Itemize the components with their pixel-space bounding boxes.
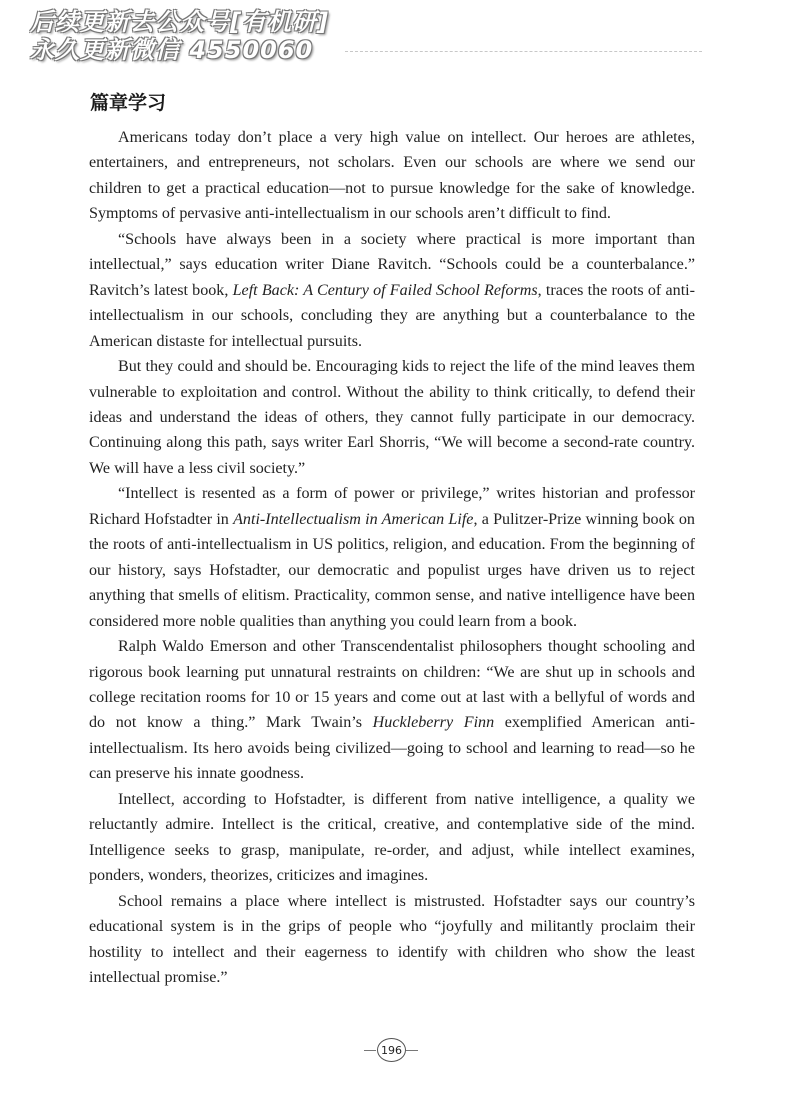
page-number-rule-right <box>406 1050 418 1051</box>
article-body <box>89 125 695 990</box>
paragraph <box>89 481 695 634</box>
book-title: Huckleberry Finn <box>372 714 495 732</box>
paragraph <box>89 634 695 787</box>
text-run: , a Pulitzer-Prize winning book on the roots of anti-intellectualism in US politics, religion, and education. From the beginning of our history, says Hofstadter, our democratic and populist urges have driven us to reject anything that smells of elitism. Practicality, common sense, and native intelligence have been considered more noble qualities than anything you could learn from a book. <box>89 510 695 630</box>
page-number-rule-left <box>364 1050 376 1051</box>
book-title: Anti-Intellectualism in American Life <box>233 510 474 528</box>
paragraph <box>89 227 695 354</box>
book-title: Left Back: A Century of Failed School Reforms <box>232 281 538 299</box>
text-run: “Intellect is resented as a form of power or privilege,” writes historian and professor Richard Hofstadter in <box>89 485 695 528</box>
header-rule <box>345 51 702 52</box>
text-run: Intellect, according to Hofstadter, is different from native intelligence, a quality we reluctantly admire. Intellect is the critical, creative, and contemplative side of the mind. Intelligence seeks to grasp, manipulate, re-order, and adjust, while intellect examines, ponders, wonders, theorizes, criticizes and imagines. <box>89 790 695 885</box>
paragraph <box>89 787 695 889</box>
page-number: 196 <box>377 1038 406 1062</box>
watermark <box>30 8 329 64</box>
paragraph <box>89 889 695 991</box>
paragraph <box>89 125 695 227</box>
text-run: School remains a place where intellect is mistrusted. Hofstadter says our country’s educational system is in the grips of people who “joyfully and militantly proclaim their hostility to intellect and their eagerness to identify with children who show the least intellectual promise.” <box>89 892 695 986</box>
watermark-line-2: 永久更新微信 4550060 <box>30 36 314 64</box>
paragraph <box>89 354 695 481</box>
text-run: , traces the roots of anti-intellectualism in our schools, concluding they are anything but a counterbalance to the American distaste for intellectual pursuits. <box>89 281 695 350</box>
section-title: 篇章学习 <box>90 92 167 114</box>
watermark-line-1: 后续更新去公众号[有机研] <box>30 8 329 36</box>
text-run: But they could and should be. Encouraging kids to reject the life of the mind leaves them vulnerable to exploitation and control. Without the ability to think critically, to defend their ideas and understand the ideas of others, they cannot fully participate in our democracy. Continuing along this path, says writer Earl Shorris, “We will become a second-rate country. We will have a less civil society.” <box>89 358 695 477</box>
text-run: “Schools have always been in a society where practical is more important than intellectual,” says education writer Diane Ravitch. “Schools could be a counterbalance.” Ravitch’s latest book, <box>89 230 695 299</box>
text-run: Americans today don’t place a very high value on intellect. Our heroes are athletes, entertainers, and entrepreneurs, not scholars. Even our schools are where we send our children to get a practical education—not to pursue knowledge for the sake of knowledge. Symptoms of pervasive anti-intellectualism in our schools aren’t difficult to find. <box>89 129 695 223</box>
text-run: exemplified American anti-intellectualism. Its hero avoids being civilized—going to school and learning to read—so he can preserve his innate goodness. <box>89 714 695 783</box>
text-run: Ralph Waldo Emerson and other Transcendentalist philosophers thought schooling and rigorous book learning put unnatural restraints on children: “We are shut up in schools and college recitation rooms for 10 or 15 years and come out at last with a bellyful of words and do not know a thing.” Mark Twain’s <box>89 638 695 732</box>
